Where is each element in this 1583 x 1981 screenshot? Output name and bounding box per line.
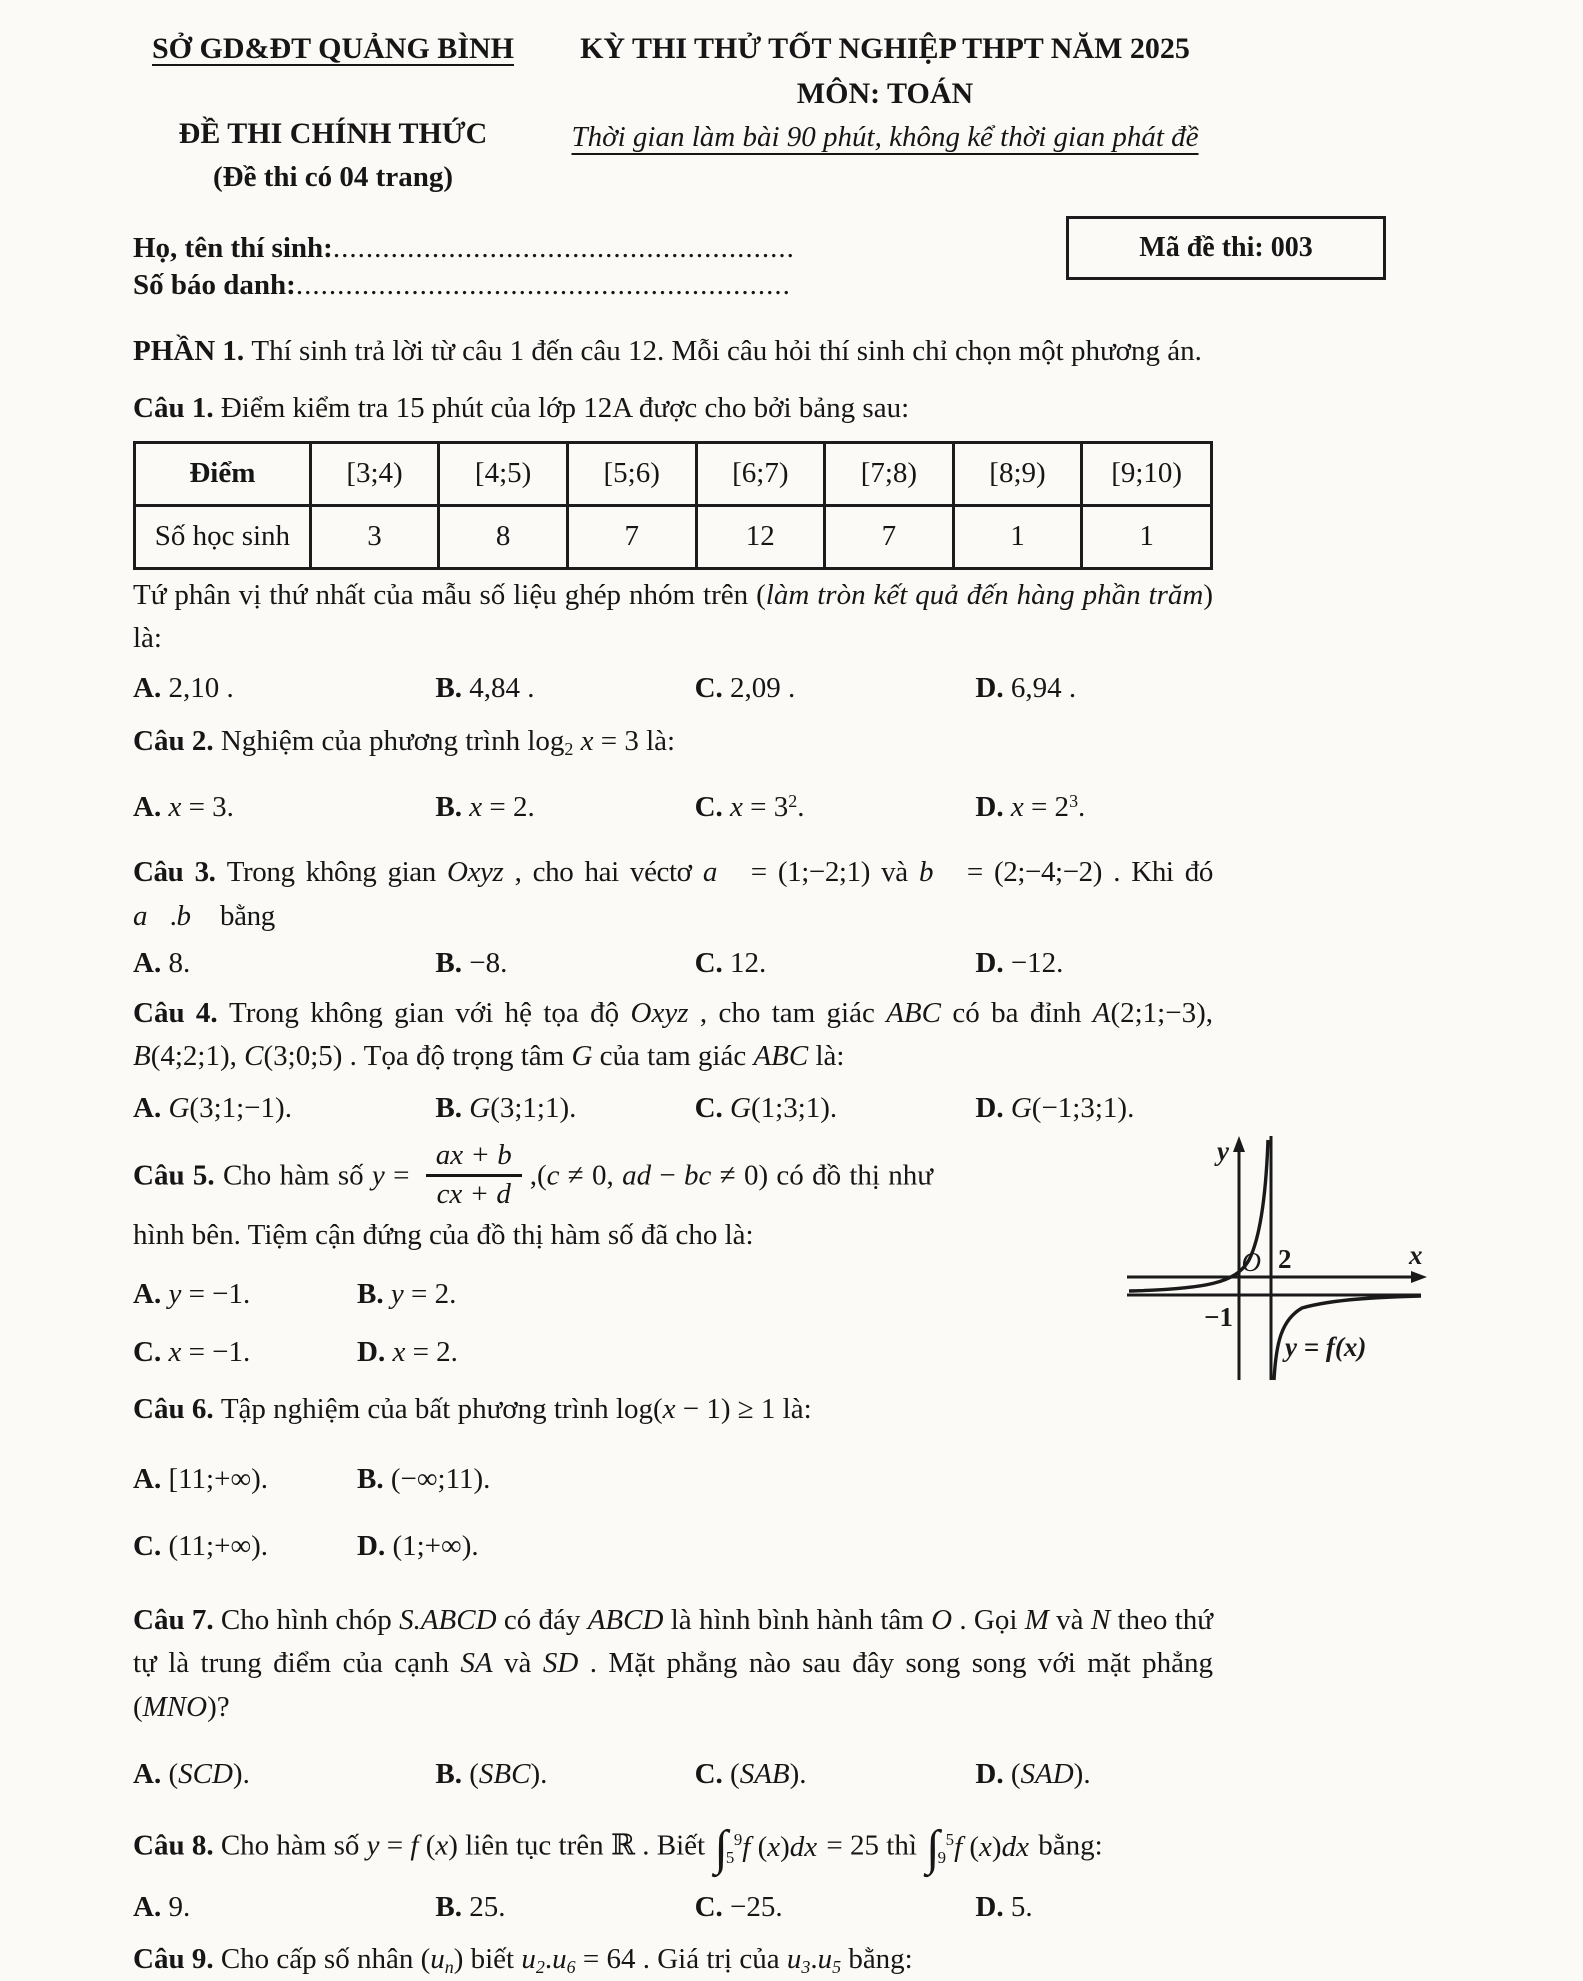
integral-sign: ∫ <box>926 1819 940 1875</box>
option-a: A. 2,10 . <box>133 671 234 704</box>
question-1-text: Câu 1. Điểm kiểm tra 15 phút của lớp 12A được cho bởi bảng sau: <box>133 392 910 425</box>
question-3-text: Câu 3. Trong không gian Oxyz , cho hai véctơ a⃗ = (1;−2;1) và b⃗ = (2;−4;−2) . Khi đó a⃗.b⃗ bằng <box>133 856 1213 932</box>
option-d: D. −12. <box>975 947 1064 980</box>
fraction <box>426 1139 522 1211</box>
question-8-text-tail: bằng: <box>1030 1829 1103 1862</box>
question-4-text: Câu 4. Trong không gian với hệ tọa độ Oxyz , cho tam giác ABC có ba đỉnh A(2;1;−3), B(4;2;1), C(3;0;5) . Tọa độ trọng tâm G của tam giác ABC là: <box>133 996 1213 1073</box>
table-row-counts <box>135 505 1212 568</box>
student-id-fill-line: ............................................................ <box>295 268 791 301</box>
x-axis-arrowhead <box>1411 1271 1427 1283</box>
option-d: D. (1;+∞). <box>357 1530 479 1563</box>
option-d: D. G(−1;3;1). <box>975 1091 1135 1124</box>
table-cell: [3;4) <box>310 442 439 505</box>
question-8-options <box>133 1886 1213 1930</box>
fraction-numerator: ax + b <box>426 1139 522 1176</box>
question-6-text: Câu 6. Tập nghiệm của bất phương trình log(x − 1) ≥ 1 là: <box>133 1393 812 1426</box>
question-7-options <box>133 1753 1213 1797</box>
integral <box>714 1819 818 1875</box>
exam-code-box <box>1066 216 1386 280</box>
table-cell: 7 <box>567 505 696 568</box>
y-axis-label: y <box>1217 1136 1229 1167</box>
asymptote-y-value: −1 <box>1204 1302 1233 1333</box>
question-6-options <box>133 1458 933 1569</box>
exam-subject: MÔN: TOÁN <box>796 77 974 110</box>
integral-upper-limit: 9 <box>733 1829 743 1849</box>
option-c: C. −25. <box>694 1891 783 1924</box>
option-d: D. 5. <box>975 1891 1033 1924</box>
option-b: B. y = 2. <box>357 1278 457 1311</box>
question-7 <box>133 1599 1213 1797</box>
option-b: B. (SBC). <box>435 1758 548 1791</box>
question-2-options <box>133 786 1213 830</box>
option-d: D. 6,94 . <box>975 671 1077 704</box>
question-1-options <box>133 667 1213 711</box>
table-cell: [6;7) <box>696 442 825 505</box>
header-left-block <box>133 26 533 200</box>
option-d: D. $x = 2^3$. <box>975 790 1086 823</box>
question-9-text: Câu 9. Cho cấp số nhân (un) biết u2.u6 = 64 . Giá trị của u3.u5 bằng: <box>133 1942 913 1977</box>
question-8-text-mid: = 25 thì <box>819 1829 925 1862</box>
table-cell: [8;9) <box>953 442 1082 505</box>
table-cell: [4;5) <box>439 442 568 505</box>
question-5-text-pre: Câu 5. Cho hàm số y = <box>133 1159 418 1192</box>
option-a: A. x = 3. <box>133 790 234 823</box>
student-name-line <box>133 230 1213 267</box>
student-info <box>133 230 1213 304</box>
integral-upper-limit: 5 <box>945 1829 955 1849</box>
question-1 <box>133 387 1213 710</box>
question-1-prompt: Tứ phân vị thứ nhất của mẫu số liệu ghép nhóm trên (làm tròn kết quả đến hàng phần trăm) là: <box>133 578 1213 655</box>
integral-lower-limit: 5 <box>725 1847 735 1867</box>
page-count-note: (Đề thi có 04 trang) <box>212 161 453 193</box>
option-d: D. x = 2. <box>357 1335 458 1368</box>
question-3 <box>133 851 1213 986</box>
option-c: C. (SAB). <box>694 1758 807 1791</box>
integral-limits <box>938 1831 954 1866</box>
table-cell: 7 <box>825 505 954 568</box>
integral <box>926 1819 1029 1875</box>
table-cell: 1 <box>953 505 1082 568</box>
integral-lower-limit: 9 <box>937 1847 947 1867</box>
question-2-text: Câu 2. Nghiệm của phương trình log2 x = 3 là: <box>133 725 676 760</box>
question-4 <box>133 992 1213 1131</box>
function-graph <box>1121 1134 1433 1382</box>
table-row-scores <box>135 442 1212 505</box>
x-axis-label: x <box>1409 1240 1423 1271</box>
exam-code: Mã đề thi: 003 <box>1139 232 1313 263</box>
option-d: D. (SAD). <box>975 1758 1091 1791</box>
duration-note: Thời gian làm bài 90 phút, không kể thời gian phát đề <box>571 121 1199 153</box>
option-a: A. (SCD). <box>133 1758 250 1791</box>
question-5-options <box>133 1273 933 1374</box>
y-axis-arrowhead <box>1233 1136 1245 1152</box>
integrand: f (x)dx <box>742 1830 818 1863</box>
option-b: B. 4,84 . <box>435 671 535 704</box>
table-cell: Số học sinh <box>135 505 311 568</box>
option-a: A. 9. <box>133 1891 191 1924</box>
score-table <box>133 441 1213 570</box>
option-a: A. 8. <box>133 947 191 980</box>
question-5 <box>133 1136 1423 1374</box>
exam-header <box>133 26 1213 200</box>
table-cell: [5;6) <box>567 442 696 505</box>
option-b: B. −8. <box>435 947 508 980</box>
table-cell: 8 <box>439 505 568 568</box>
table-cell: 12 <box>696 505 825 568</box>
header-right-block <box>557 26 1213 200</box>
table-cell: [7;8) <box>825 442 954 505</box>
option-b: B. 25. <box>435 1891 506 1924</box>
fraction-denominator: cx + d <box>436 1177 511 1210</box>
student-name-label: Họ, tên thí sinh: <box>133 231 333 264</box>
question-5-text <box>133 1139 934 1257</box>
option-c: C. x = −1. <box>133 1335 251 1368</box>
question-8-text <box>133 1819 1213 1875</box>
option-a: A. [11;+∞). <box>133 1462 269 1495</box>
question-3-options <box>133 942 1213 986</box>
option-c: C. 12. <box>694 947 767 980</box>
option-b: B. (−∞;11). <box>357 1462 491 1495</box>
question-9 <box>133 1938 1213 1981</box>
option-c: C. $x = 3^2$. <box>694 790 805 823</box>
question-4-options <box>133 1087 1213 1131</box>
integral-sign: ∫ <box>714 1819 728 1875</box>
integral-limits <box>726 1831 742 1866</box>
department-name: SỞ GD&ĐT QUẢNG BÌNH <box>152 32 514 65</box>
asymptote-x-value: 2 <box>1278 1244 1292 1275</box>
option-c: C. (11;+∞). <box>133 1530 269 1563</box>
student-name-fill-line: ........................................................ <box>332 231 795 264</box>
option-b: B. G(3;1;1). <box>435 1091 577 1124</box>
question-8-text-pre: Câu 8. Cho hàm số y = f (x) liên tục trên ℝ . Biết <box>133 1829 713 1862</box>
exam-title: KỲ THI THỬ TỐT NGHIỆP THPT NĂM 2025 <box>580 32 1190 65</box>
question-2 <box>133 720 1213 829</box>
option-b: B. x = 2. <box>435 790 535 823</box>
question-8 <box>133 1819 1213 1930</box>
integrand: f (x)dx <box>954 1830 1029 1863</box>
option-a: A. G(3;1;−1). <box>133 1091 292 1124</box>
option-c: C. G(1;3;1). <box>694 1091 838 1124</box>
option-c: C. 2,09 . <box>694 671 796 704</box>
question-6 <box>133 1388 1213 1569</box>
table-cell: 3 <box>310 505 439 568</box>
official-exam-label: ĐỀ THI CHÍNH THỨC <box>178 117 488 150</box>
question-7-text: Câu 7. Cho hình chóp S.ABCD có đáy ABCD là hình bình hành tâm O . Gọi M và N theo thứ tự là trung điểm của cạnh SA và SD . Mặt phẳng nào sau đây song song với mặt phẳng (MNO)? <box>133 1603 1214 1723</box>
table-cell: 1 <box>1082 505 1212 568</box>
question-5-text-tail: ,(c ≠ 0, ad − bc ≠ 0) có đồ thị như hình bên. Tiệm cận đứng của đồ thị hàm số đã cho là: <box>133 1159 934 1251</box>
student-id-label: Số báo danh: <box>133 268 296 301</box>
option-a: A. y = −1. <box>133 1278 251 1311</box>
table-cell: [9;10) <box>1082 442 1212 505</box>
part1-heading: PHẦN 1. Thí sinh trả lời từ câu 1 đến câu 12. Mỗi câu hỏi thí sinh chỉ chọn một phương án. <box>133 334 1202 367</box>
table-cell: Điểm <box>135 442 311 505</box>
origin-label: O <box>1241 1247 1261 1278</box>
student-id-line <box>133 267 1213 304</box>
curve-equation-label: y = f(x) <box>1285 1332 1367 1363</box>
